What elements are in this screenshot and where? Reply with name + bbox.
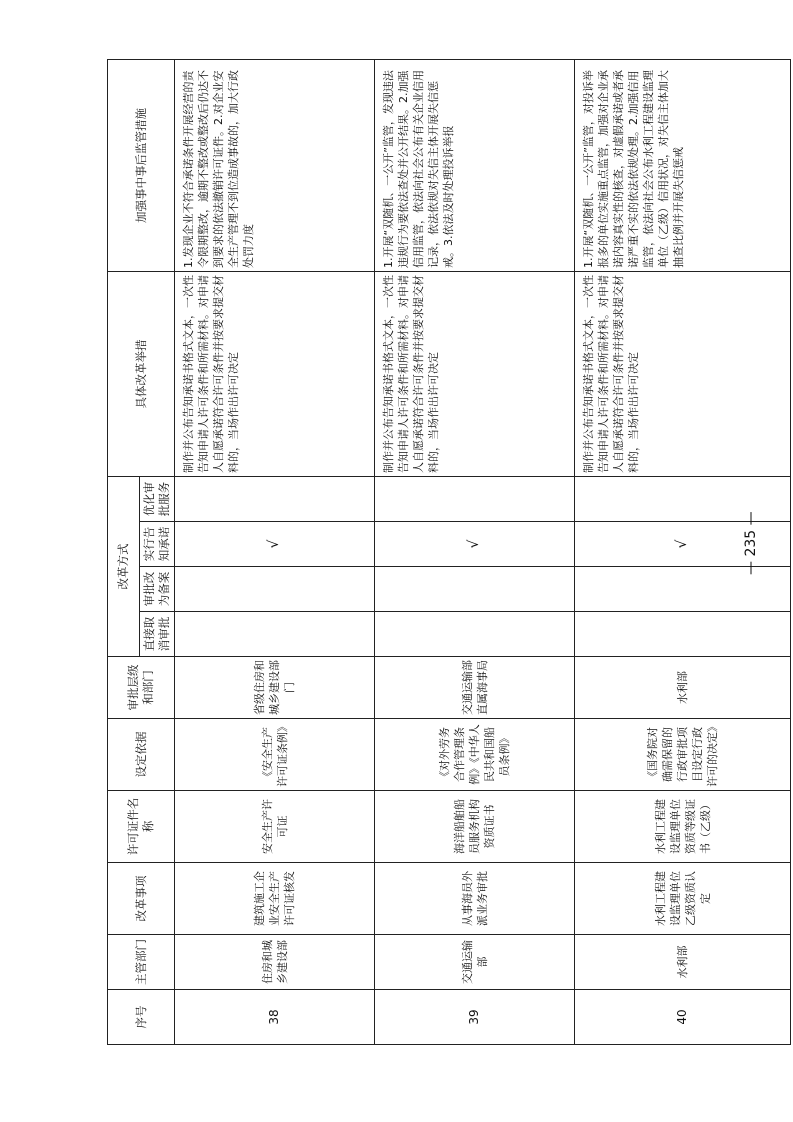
row-measures: 制作并公布告知承诺书格式文本，一次性告知申请人许可条件和所需材料。对申请人自愿承诺符合许可条件并按要求提交材料的，当场作出许可决定	[575, 272, 791, 477]
row-item: 从事海员外派业务审批	[375, 863, 575, 935]
rotated-table-wrapper	[107, 60, 789, 1045]
row-level: 水利部	[575, 657, 791, 719]
page-number: — 235 —	[743, 511, 759, 575]
header-measures: 具体改革举措	[108, 272, 175, 477]
header-level: 审批层级和部门	[108, 657, 175, 719]
header-item: 改革事项	[108, 863, 175, 935]
row-measures: 制作并公布告知承诺书格式文本，一次性告知申请人许可条件和所需材料。对申请人自愿承诺符合许可条件并按要求提交材料的，当场作出许可决定	[175, 272, 375, 477]
header-cert: 许可证件名称	[108, 791, 175, 863]
row-supervision: 1.开展“双随机、一公开”监管，对投诉举报多的单位实施重点监管，加强对企业承诺内容真实性的核查，对虚假承诺或者承诺严重不实的依法依规处理。2.加强信用监管，依法向社会公布水利工程建设监理单位（乙级）信用状况，对失信主体加大抽查比例并开展失信惩戒	[575, 60, 791, 272]
row-mode-cancel	[175, 612, 375, 657]
row-mode-filing	[375, 567, 575, 612]
row-cert: 海洋船舶船员服务机构资质证书	[375, 791, 575, 863]
row-item: 建筑施工企业安全生产许可证核发	[175, 863, 375, 935]
table-row	[175, 60, 375, 1045]
row-basis: 《对外劳务合作管理条例》《中华人民共和国船员条例》	[375, 719, 575, 791]
row-dept: 水利部	[575, 935, 791, 990]
header-mode-cancel: 直接取消审批	[140, 612, 175, 657]
row-cert: 安全生产许可证	[175, 791, 375, 863]
header-basis: 设定依据	[108, 719, 175, 791]
row-dept: 住房和城乡建设部	[175, 935, 375, 990]
row-mode-cancel	[575, 612, 791, 657]
row-supervision: 1.发现企业不符合承诺条件开展经营的责令限期整改，逾期不整改或整改后仍达不到要求的依法撤销许可证件。2.对企业安全生产管理不到位造成事故的，加大行政处罚力度	[175, 60, 375, 272]
row-mode-optimize	[375, 477, 575, 522]
row-seq: 39	[375, 990, 575, 1045]
row-supervision: 1.开展“双随机、一公开”监管，发现违法违规行为要依法查处并公开结果。2.加强信用监管，依法向社会公布有关企业信用记录，依法依规对失信主体开展失信惩戒。3.依法及时处理投诉举报	[375, 60, 575, 272]
header-mode-filing: 审批改为备案	[140, 567, 175, 612]
row-mode-optimize	[175, 477, 375, 522]
row-cert: 水利工程建设监理单位资质等级证书（乙级）	[575, 791, 791, 863]
row-mode-cancel	[375, 612, 575, 657]
header-seq: 序号	[108, 990, 175, 1045]
header-mode-optimize: 优化审批服务	[140, 477, 175, 522]
header-mode-commitment: 实行告知承诺	[140, 522, 175, 567]
row-mode-commitment-check: √	[175, 522, 375, 567]
row-mode-commitment-check: √	[375, 522, 575, 567]
reform-table	[107, 59, 791, 1045]
row-level: 省级住房和城乡建设部门	[175, 657, 375, 719]
row-basis: 《国务院对确需保留的行政审批项目设定行政许可的决定》	[575, 719, 791, 791]
header-mode: 改革方式	[108, 477, 140, 657]
header-supervision: 加强事中事后监管措施	[108, 60, 175, 272]
header-dept: 主管部门	[108, 935, 175, 990]
row-basis: 《安全生产许可证条例》	[175, 719, 375, 791]
row-seq: 40	[575, 990, 791, 1045]
row-measures: 制作并公布告知承诺书格式文本，一次性告知申请人许可条件和所需材料。对申请人自愿承诺符合许可条件并按要求提交材料的，当场作出许可决定	[375, 272, 575, 477]
table-row	[375, 60, 575, 1045]
row-dept: 交通运输部	[375, 935, 575, 990]
row-mode-filing	[175, 567, 375, 612]
row-seq: 38	[175, 990, 375, 1045]
row-level: 交通运输部直属海事局	[375, 657, 575, 719]
row-item: 水利工程建设监理单位乙级资质认定	[575, 863, 791, 935]
row-mode-commitment-check: √	[575, 522, 791, 567]
